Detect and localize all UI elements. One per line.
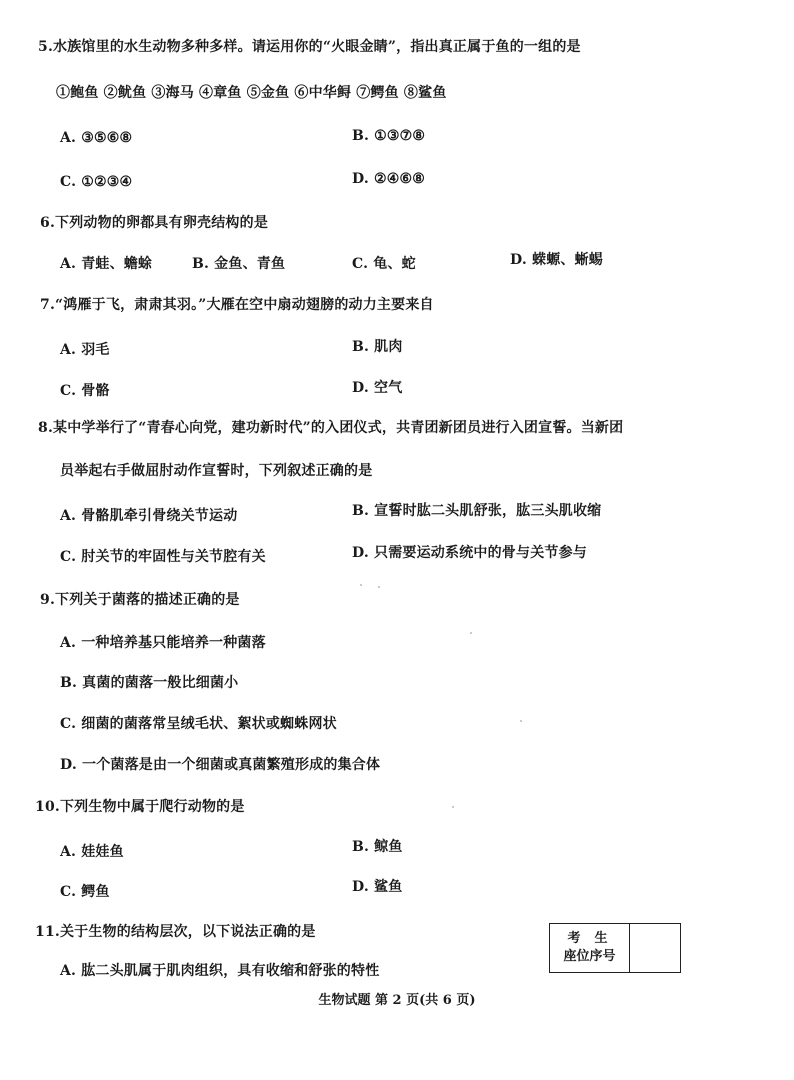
question-7-option-d: D. 空气 xyxy=(352,380,403,396)
question-6-option-a: A. 青蛙、蟾蜍 xyxy=(60,256,153,272)
question-10-option-a: A. 娃娃鱼 xyxy=(60,844,124,860)
seat-number-field[interactable] xyxy=(630,924,680,972)
question-5-items: ①鲍鱼 ②鱿鱼 ③海马 ④章鱼 ⑤金鱼 ⑥中华鲟 ⑦鳄鱼 ⑧鲨鱼 xyxy=(56,85,447,101)
question-8-option-a: A. 骨骼肌牵引骨绕关节运动 xyxy=(60,508,238,524)
question-5-option-a: A. ③⑤⑥⑧ xyxy=(60,130,133,146)
page-footer: 生物试题 第 2 页(共 6 页) xyxy=(318,993,476,1008)
question-9-option-d: D. 一个菌落是由一个细菌或真菌繁殖形成的集合体 xyxy=(60,757,381,773)
question-9-option-a: A. 一种培养基只能培养一种菌落 xyxy=(60,635,266,651)
scan-speck xyxy=(378,586,380,588)
question-6-stem: 6.下列动物的卵都具有卵壳结构的是 xyxy=(40,215,269,231)
seat-number-box xyxy=(549,923,681,973)
question-6-option-d: D. 蝾螈、蜥蜴 xyxy=(510,252,603,268)
question-6-option-b: B. 金鱼、青鱼 xyxy=(192,256,286,272)
question-7-option-b: B. 肌肉 xyxy=(352,339,403,355)
question-10-option-b: B. 鲸鱼 xyxy=(352,839,403,855)
question-5-option-b: B. ①③⑦⑧ xyxy=(352,128,426,144)
question-8-stem-line-1: 8.某中学举行了“青春心向党，建功新时代”的入团仪式，共青团新团员进行入团宣誓。当新团 xyxy=(38,420,624,436)
question-10-option-d: D. 鲨鱼 xyxy=(352,879,403,895)
question-10-option-c: C. 鳄鱼 xyxy=(60,884,110,900)
question-7-stem: 7.“鸿雁于飞，肃肃其羽。”大雁在空中扇动翅膀的动力主要来自 xyxy=(40,297,434,313)
question-5-option-c: C. ①②③④ xyxy=(60,174,133,190)
seat-number-label xyxy=(550,924,630,972)
question-10-stem: 10.下列生物中属于爬行动物的是 xyxy=(35,799,245,815)
question-9-option-b: B. 真菌的菌落一般比细菌小 xyxy=(60,675,239,691)
question-11-option-a: A. 肱二头肌属于肌肉组织，具有收缩和舒张的特性 xyxy=(60,963,380,979)
question-9-option-c: C. 细菌的菌落常呈绒毛状、絮状或蜘蛛网状 xyxy=(60,716,337,732)
scan-speck xyxy=(470,632,472,634)
question-8-stem-line-2: 员举起右手做屈肘动作宣誓时，下列叙述正确的是 xyxy=(60,463,373,479)
question-8-option-d: D. 只需要运动系统中的骨与关节参与 xyxy=(352,545,587,561)
question-5-stem: 5.水族馆里的水生动物多种多样。请运用你的“火眼金睛”，指出真正属于鱼的一组的是 xyxy=(38,39,581,55)
seat-label-line-2: 座位序号 xyxy=(563,949,616,964)
question-8-option-c: C. 肘关节的牢固性与关节腔有关 xyxy=(60,549,266,565)
question-11-stem: 11.关于生物的结构层次，以下说法正确的是 xyxy=(35,924,316,940)
question-7-option-c: C. 骨骼 xyxy=(60,383,110,399)
question-6-option-c: C. 龟、蛇 xyxy=(352,256,416,272)
question-5-option-d: D. ②④⑥⑧ xyxy=(352,171,425,187)
seat-label-line-1: 考生 xyxy=(567,931,622,946)
question-7-option-a: A. 羽毛 xyxy=(60,342,110,358)
scan-speck xyxy=(360,584,362,586)
question-9-stem: 9.下列关于菌落的描述正确的是 xyxy=(40,592,240,608)
scan-speck xyxy=(520,720,522,722)
scan-speck xyxy=(452,806,454,808)
question-8-option-b: B. 宣誓时肱二头肌舒张，肱三头肌收缩 xyxy=(352,503,602,519)
